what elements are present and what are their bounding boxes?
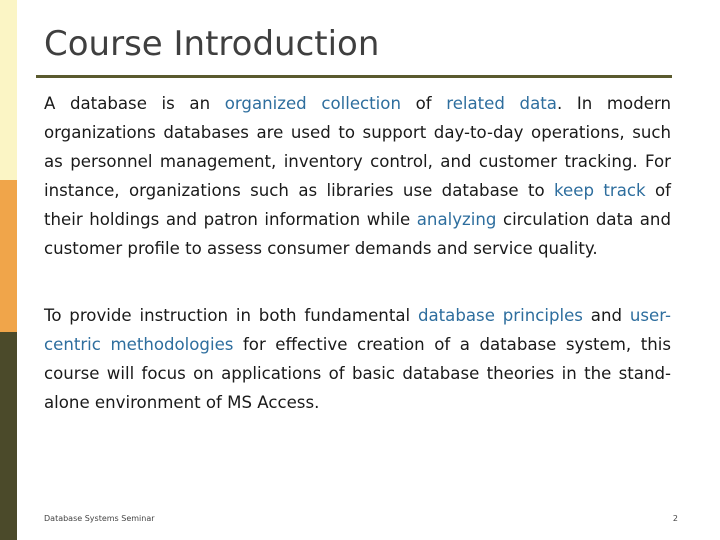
highlight-term: keep track — [554, 181, 646, 200]
sidebar-accent-bottom — [0, 332, 17, 540]
highlight-term: database principles — [417, 306, 583, 325]
text-segment: A database is an — [44, 94, 225, 113]
text-segment: for effective creation of a database system, this course will focus on applications of basic database theories in the stand-alone environment of MS Access. — [44, 335, 671, 412]
text-segment: . In modern organizations databases are used to support day-to-day operations, such as personnel management, inventory control, and customer tracking. For instance, organizations such as libraries use database to — [44, 94, 671, 200]
footer-course-name: Database Systems Seminar — [44, 514, 155, 523]
text-segment: and — [582, 306, 630, 325]
slide-title: Course Introduction — [44, 24, 380, 64]
sidebar-accent-top — [0, 0, 17, 180]
text-segment: circulation data and customer profile to assess consumer demands and service quality. — [44, 210, 671, 258]
highlight-term: analyzing — [416, 210, 497, 229]
highlight-term: user-centric methodologies — [44, 306, 671, 354]
title-divider — [36, 75, 672, 78]
page-number: 2 — [672, 514, 678, 523]
text-segment: of their holdings and patron information while — [44, 181, 671, 229]
highlight-term: organized collection — [224, 94, 401, 113]
intro-paragraph — [44, 89, 671, 263]
sidebar-accent-middle — [0, 180, 17, 332]
course-focus-paragraph — [44, 301, 671, 417]
highlight-term: related data — [446, 94, 557, 113]
text-segment: of — [400, 94, 447, 113]
text-segment: To provide instruction in both fundamental — [44, 306, 418, 325]
